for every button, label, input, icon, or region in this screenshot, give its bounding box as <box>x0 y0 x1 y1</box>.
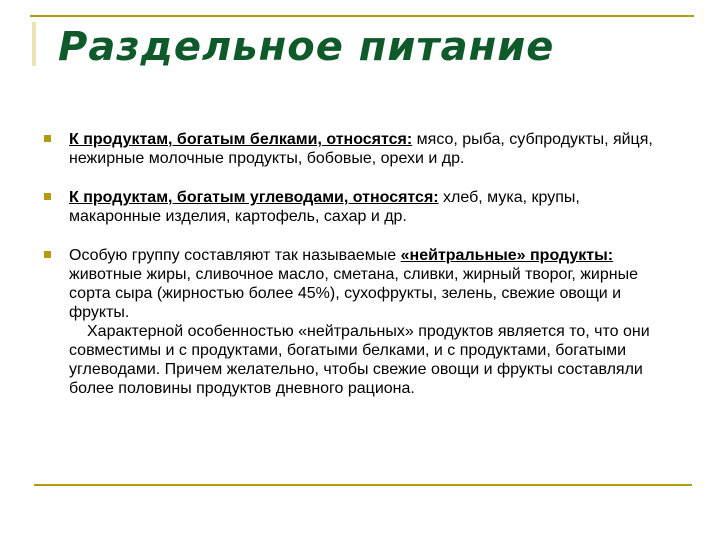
square-bullet-icon <box>44 251 51 258</box>
title-accent-bar <box>32 22 36 66</box>
bullet-item-neutral <box>44 246 664 398</box>
bullet-text: хлеб, мука, крупы, макаронные изделия, картофель, сахар и др. <box>69 189 580 225</box>
bullet-item-proteins <box>44 130 664 168</box>
slide-title: Раздельное питание <box>58 24 555 70</box>
bullet-text: животные жиры, сливочное масло, сметана, сливки, жирный творог, жирные сорта сыра (жирностью более 45%), сухофрукты, зелень, свежие овощи и фрукты. <box>69 266 638 321</box>
neutral-paragraph: Характерной особенностью «нейтральных» продуктов является то, что они совместимы и с продуктами, богатыми белками, и с продуктами, богатыми углеводами. Причем желательно, чтобы свежие овощи и фрукты составляли более половины продуктов дневного рациона. <box>69 323 650 397</box>
bullet-list <box>44 130 664 398</box>
square-bullet-icon <box>44 135 51 142</box>
bullet-item-carbohydrates <box>44 188 664 226</box>
bullet-lead: «нейтральные» продукты: <box>400 247 614 264</box>
bullet-text: мясо, рыба, субпродукты, яйця, нежирные молочные продукты, бобовые, орехи и др. <box>69 131 653 167</box>
square-bullet-icon <box>44 193 51 200</box>
top-divider <box>30 15 694 17</box>
bottom-divider <box>34 484 692 486</box>
bullet-lead: К продуктам, богатым углеводами, относятся: <box>69 189 439 206</box>
bullet-lead: К продуктам, богатым белками, относятся: <box>69 131 413 148</box>
bullet-prefix: Особую группу составляют так называемые <box>69 247 401 264</box>
